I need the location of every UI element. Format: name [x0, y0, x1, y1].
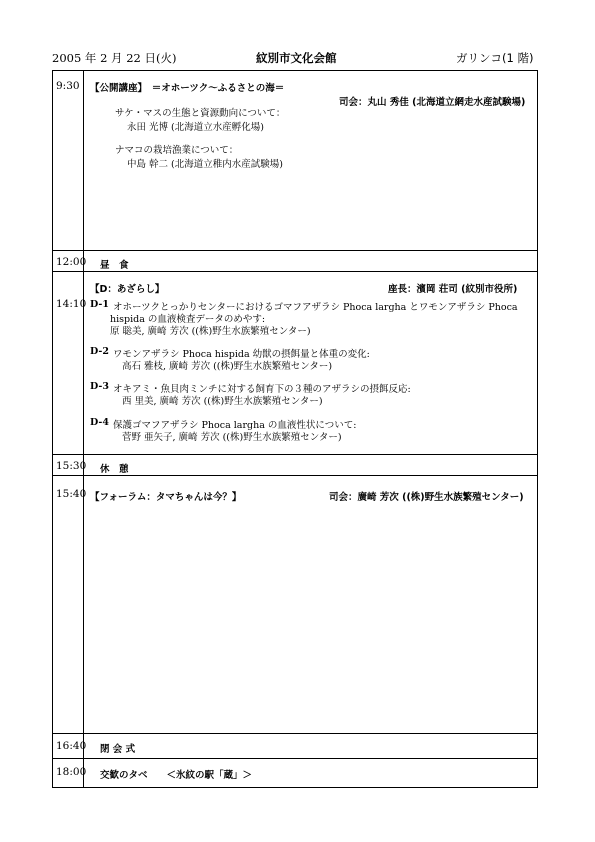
- talk-author: 永田 光博 (北海道立水産孵化場): [127, 122, 264, 133]
- session-time: 14:10: [56, 298, 87, 310]
- session-title: 【フォーラム：タマちゃんは今？】: [90, 492, 242, 503]
- talk-title-continued: hispida の血液検査データのめやす:: [110, 314, 266, 325]
- divider: [52, 733, 538, 734]
- session-time: 16:40: [56, 740, 87, 752]
- divider: [52, 475, 538, 476]
- divider: [52, 758, 538, 759]
- talk-title: ナマコの栽培漁業について：: [115, 145, 239, 156]
- talk-author: 中島 幹二 (北海道立稚内水産試験場): [127, 159, 283, 170]
- party-label: 交歓のタベ ＜氷紋の駅「蔵」＞: [100, 770, 253, 781]
- session-chair: 座長：濱岡 荘司 (紋別市役所): [388, 284, 518, 295]
- venue: 紋別市文化会館: [256, 51, 337, 65]
- lunch-label: 昼 食: [100, 260, 129, 271]
- session-time: 18:00: [56, 766, 87, 778]
- divider: [52, 271, 538, 272]
- talk-title: サケ・マスの生態と資源動向について：: [115, 108, 286, 119]
- talk-title: オホーツクとっかりセンターにおけるゴマフアザラシ Phoca largha とワモンアザラシ Phoca: [113, 302, 518, 313]
- session-chair: 司会：丸山 秀佳 (北海道立網走水産試験場): [339, 97, 526, 108]
- break-label: 休 憩: [100, 464, 129, 475]
- session-time: 9:30: [56, 80, 80, 92]
- room: ガリンコ(1 階): [456, 51, 534, 65]
- talk-id: D-3: [90, 381, 109, 392]
- talk-title: 保護ゴマフアザラシ Phoca largha の血液性状について:: [113, 420, 357, 431]
- session-time: 15:40: [56, 488, 87, 500]
- closing-label: 閉 会 式: [100, 744, 136, 755]
- talk-title: オキアミ・魚貝肉ミンチに対する飼育下の３種のアザラシの摂餌反応:: [113, 384, 411, 395]
- talk-id: D-4: [90, 417, 109, 428]
- talk-author: 菅野 亜矢子, 廣崎 芳次 ((株)野生水族繁殖センター): [122, 432, 342, 443]
- date: 2005 年 2 月 22 日(火): [52, 51, 177, 65]
- talk-title: ワモンアザラシ Phoca hispida 幼獣の摂餌量と体重の変化:: [113, 349, 370, 360]
- talk-author: 高石 雅枝, 廣崎 芳次 ((株)野生水族繁殖センター): [122, 361, 333, 372]
- session-time: 12:00: [56, 256, 87, 268]
- divider: [52, 250, 538, 251]
- session-chair: 司会：廣崎 芳次 ((株)野生水族繁殖センター): [329, 492, 524, 503]
- time-column-divider: [83, 70, 84, 788]
- divider: [52, 454, 538, 455]
- talk-author: 西 里美, 廣崎 芳次 ((株)野生水族繁殖センター): [122, 396, 323, 407]
- session-time: 15:30: [56, 460, 87, 472]
- talk-id: D-2: [90, 346, 109, 357]
- talk-id: D-1: [90, 299, 109, 310]
- talk-author: 原 聡美, 廣崎 芳次 ((株)野生水族繁殖センター): [110, 326, 311, 337]
- session-title: 【D：あざらし】: [90, 284, 165, 295]
- session-title: 【公開講座】 ＝オホーツク～ふるさとの海＝: [90, 83, 285, 94]
